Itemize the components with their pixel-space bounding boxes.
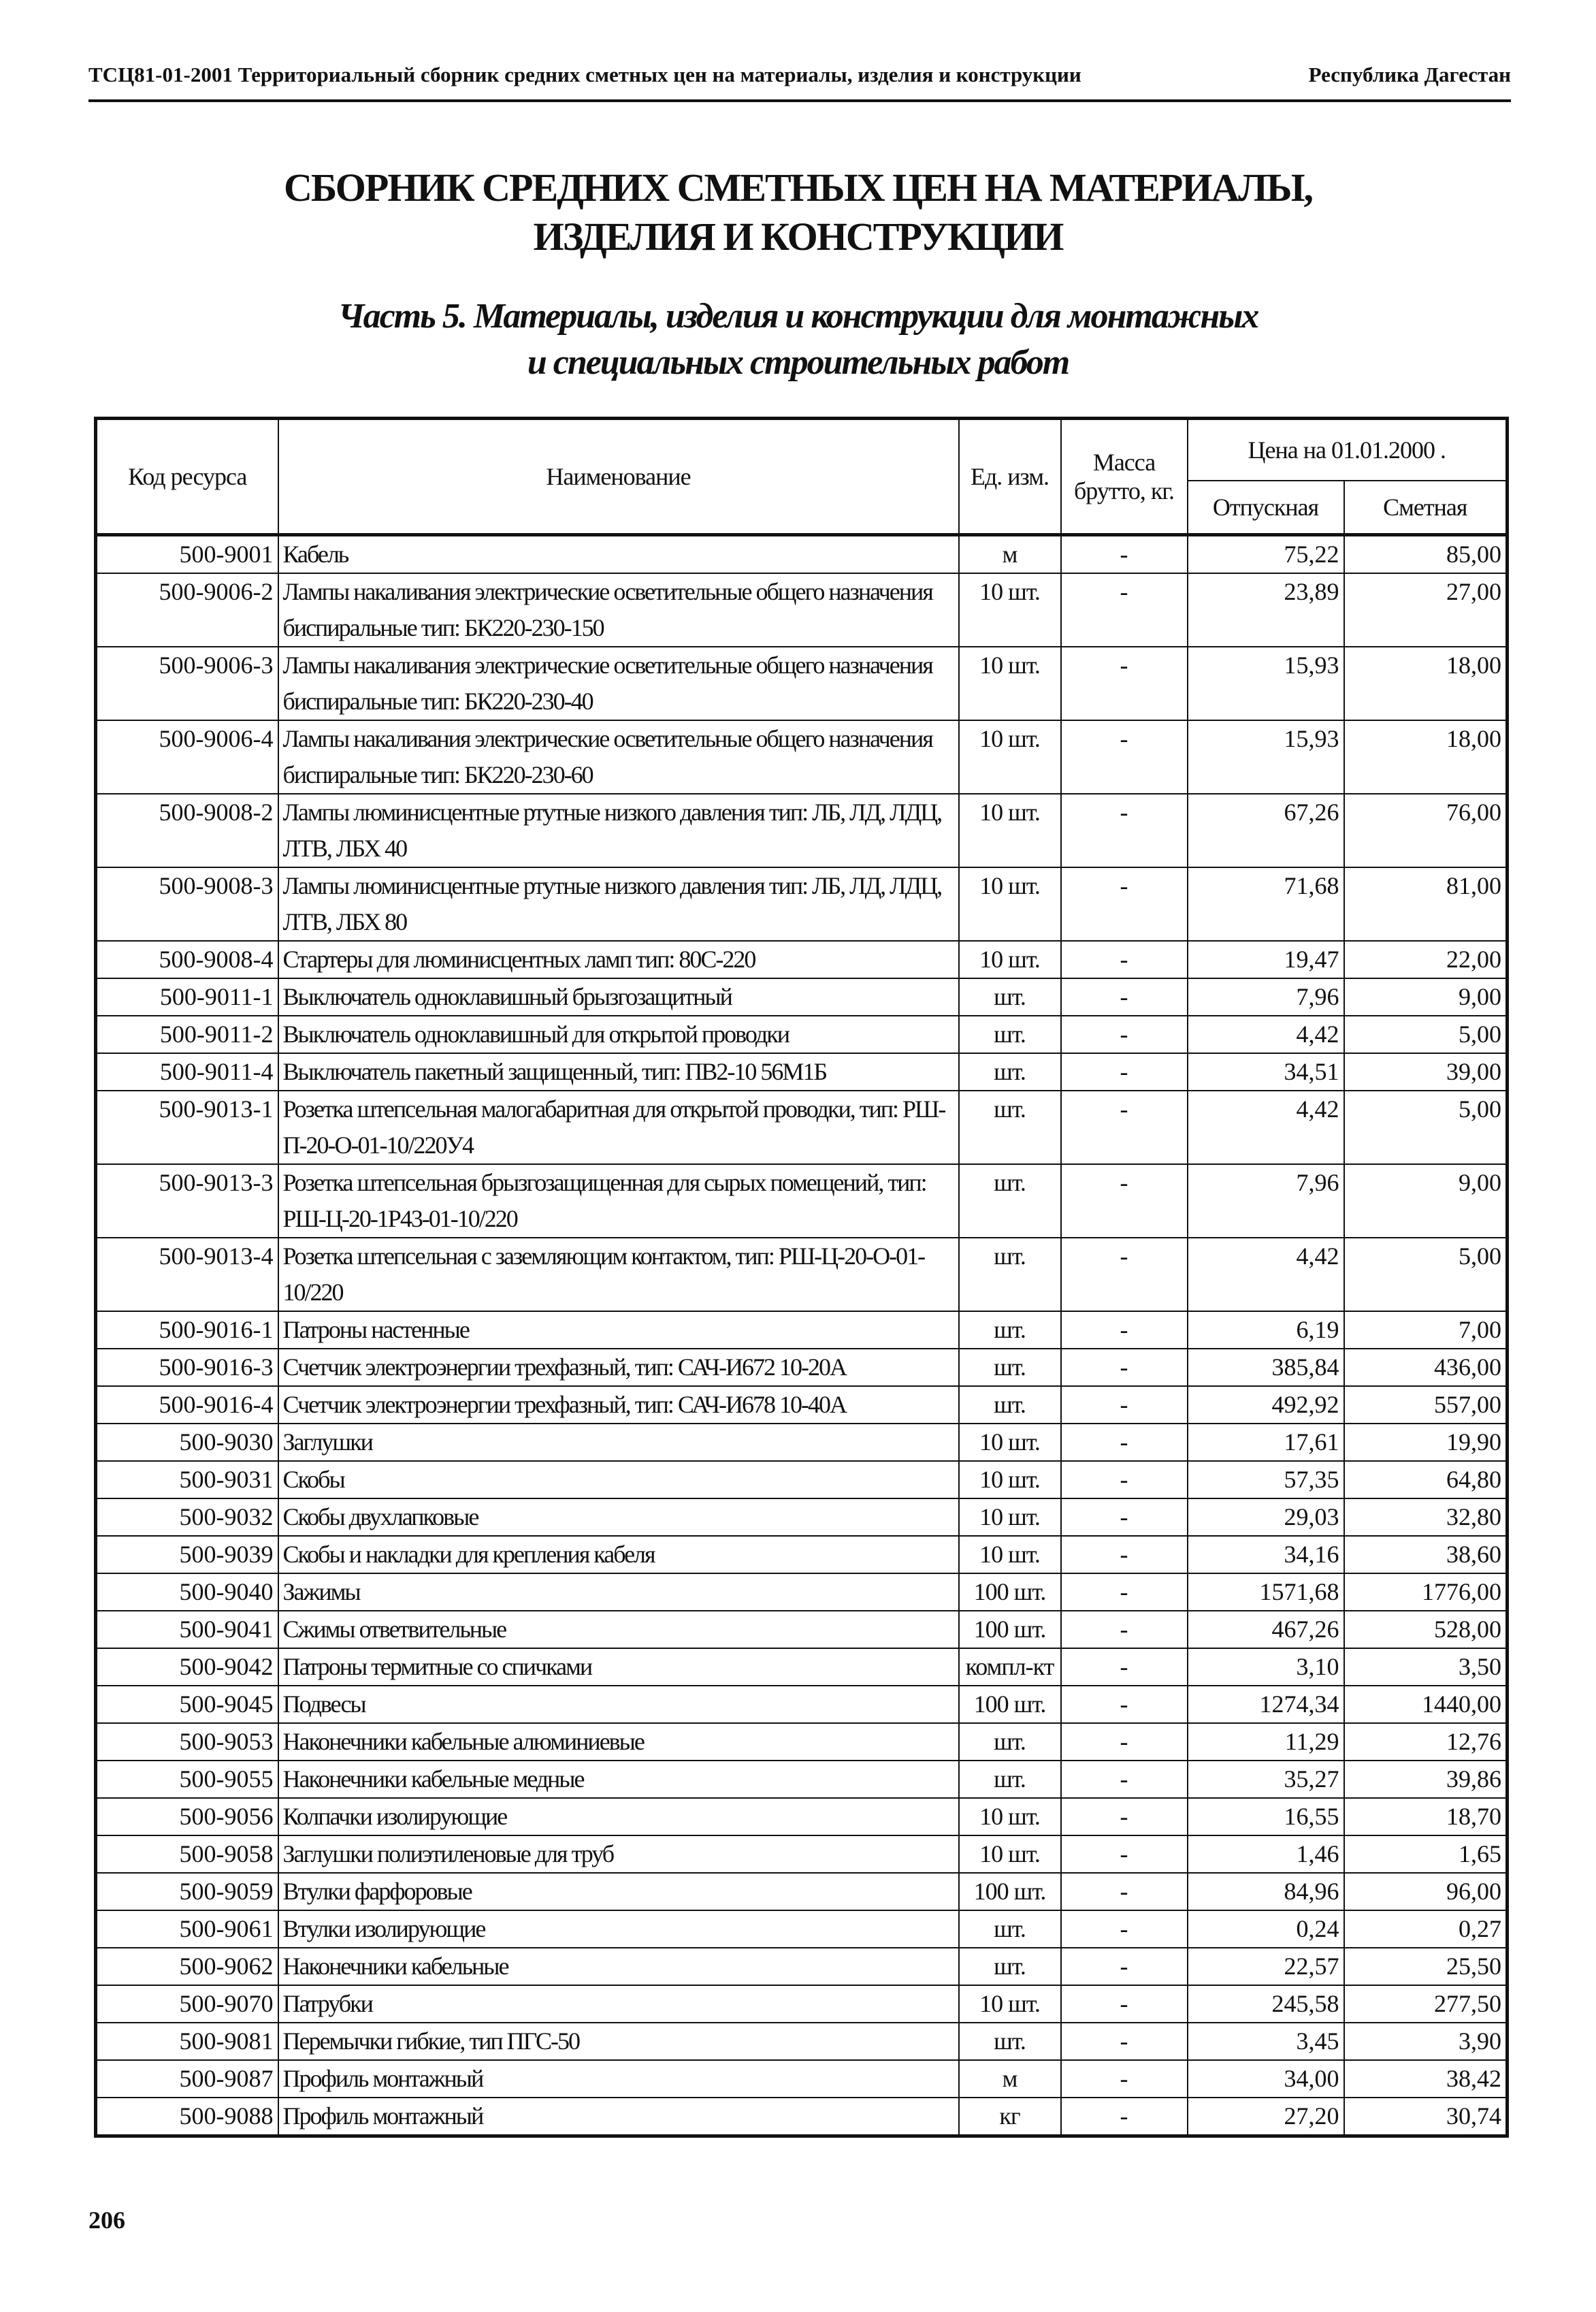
estimate-price: 76,00 — [1344, 794, 1508, 867]
table-row — [96, 1311, 1508, 1349]
resource-name: Розетка штепсельная с заземляющим контактом, тип: РШ-Ц-20-О-01-10/220 — [278, 1238, 959, 1311]
header-release-price: Отпускная — [1188, 481, 1344, 535]
gross-mass: - — [1061, 2023, 1188, 2060]
resource-name: Стартеры для люминисцентных ламп тип: 80С-220 — [278, 941, 959, 978]
gross-mass: - — [1061, 535, 1188, 574]
resource-name: Сжимы ответвительные — [278, 1611, 959, 1648]
release-price: 15,93 — [1188, 720, 1344, 794]
unit-of-measure: шт. — [959, 978, 1061, 1016]
unit-of-measure: шт. — [959, 1091, 1061, 1164]
table-body — [96, 535, 1508, 2136]
gross-mass: - — [1061, 1761, 1188, 1798]
resource-name: Наконечники кабельные алюминиевые — [278, 1723, 959, 1761]
resource-code: 500-9016-3 — [96, 1349, 278, 1386]
gross-mass: - — [1061, 1386, 1188, 1424]
estimate-price: 9,00 — [1344, 978, 1508, 1016]
unit-of-measure: 10 шт. — [959, 1798, 1061, 1835]
header-title: ТСЦ81-01-2001 Территориальный сборник средних сметных цен на материалы, изделия и конструкции — [88, 63, 1081, 86]
table-row — [96, 2098, 1508, 2136]
resource-code: 500-9016-1 — [96, 1311, 278, 1349]
gross-mass: - — [1061, 1723, 1188, 1761]
table-row — [96, 720, 1508, 794]
page-number: 206 — [88, 2206, 125, 2234]
document-title-line-2: ИЗДЕЛИЯ И КОНСТРУКЦИИ — [533, 214, 1063, 259]
estimate-price: 557,00 — [1344, 1386, 1508, 1424]
resource-name: Выключатель одноклавишный брызгозащитный — [278, 978, 959, 1016]
table-row — [96, 647, 1508, 720]
table-row — [96, 1948, 1508, 1985]
resource-name: Подвесы — [278, 1686, 959, 1723]
unit-of-measure: шт. — [959, 1761, 1061, 1798]
resource-name: Розетка штепсельная малогабаритная для открытой проводки, тип: РШ-П-20-О-01-10/220У4 — [278, 1091, 959, 1164]
document-subtitle-line-1: Часть 5. Материалы, изделия и конструкции для монтажных — [338, 297, 1258, 336]
resource-code: 500-9058 — [96, 1835, 278, 1873]
resource-name: Выключатель одноклавишный для открытой проводки — [278, 1016, 959, 1053]
unit-of-measure: шт. — [959, 1164, 1061, 1238]
gross-mass: - — [1061, 2098, 1188, 2136]
resource-name: Профиль монтажный — [278, 2098, 959, 2136]
header-unit: Ед. изм. — [959, 419, 1061, 535]
estimate-price: 96,00 — [1344, 1873, 1508, 1910]
resource-name: Розетка штепсельная брызгозащищенная для сырых помещений, тип: РШ-Ц-20-1Р43-01-10/220 — [278, 1164, 959, 1238]
estimate-price: 19,90 — [1344, 1424, 1508, 1461]
resource-name: Зажимы — [278, 1573, 959, 1611]
release-price: 71,68 — [1188, 867, 1344, 941]
resource-code: 500-9011-2 — [96, 1016, 278, 1053]
unit-of-measure: шт. — [959, 1053, 1061, 1091]
estimate-price: 85,00 — [1344, 535, 1508, 574]
table-row — [96, 1164, 1508, 1238]
price-table — [94, 417, 1509, 2138]
estimate-price: 18,70 — [1344, 1798, 1508, 1835]
resource-name: Кабель — [278, 535, 959, 574]
gross-mass: - — [1061, 1798, 1188, 1835]
table-row — [96, 1686, 1508, 1723]
gross-mass: - — [1061, 2060, 1188, 2098]
release-price: 23,89 — [1188, 573, 1344, 647]
release-price: 22,57 — [1188, 1948, 1344, 1985]
gross-mass: - — [1061, 867, 1188, 941]
release-price: 1274,34 — [1188, 1686, 1344, 1723]
gross-mass: - — [1061, 1053, 1188, 1091]
resource-code: 500-9013-3 — [96, 1164, 278, 1238]
resource-code: 500-9013-4 — [96, 1238, 278, 1311]
table-row — [96, 1910, 1508, 1948]
resource-code: 500-9062 — [96, 1948, 278, 1985]
release-price: 4,42 — [1188, 1238, 1344, 1311]
release-price: 15,93 — [1188, 647, 1344, 720]
table-row — [96, 1349, 1508, 1386]
resource-name: Счетчик электроэнергии трехфазный, тип: САЧ-И672 10-20А — [278, 1349, 959, 1386]
unit-of-measure: 10 шт. — [959, 1461, 1061, 1498]
resource-code: 500-9013-1 — [96, 1091, 278, 1164]
table-row — [96, 1648, 1508, 1686]
resource-name: Патрубки — [278, 1985, 959, 2023]
table-row — [96, 1016, 1508, 1053]
estimate-price: 64,80 — [1344, 1461, 1508, 1498]
estimate-price: 25,50 — [1344, 1948, 1508, 1985]
table-row — [96, 1985, 1508, 2023]
header-estimate-price: Сметная — [1344, 481, 1508, 535]
table-row — [96, 794, 1508, 867]
release-price: 29,03 — [1188, 1498, 1344, 1536]
resource-name: Лампы люминисцентные ртутные низкого давления тип: ЛБ, ЛД, ЛДЦ, ЛТВ, ЛБХ 40 — [278, 794, 959, 867]
unit-of-measure: 10 шт. — [959, 1835, 1061, 1873]
resource-code: 500-9088 — [96, 2098, 278, 2136]
resource-name: Скобы двухлапковые — [278, 1498, 959, 1536]
unit-of-measure: 100 шт. — [959, 1611, 1061, 1648]
gross-mass: - — [1061, 647, 1188, 720]
release-price: 34,51 — [1188, 1053, 1344, 1091]
resource-code: 500-9040 — [96, 1573, 278, 1611]
document-title-line-1: СБОРНИК СРЕДНИХ СМЕТНЫХ ЦЕН НА МАТЕРИАЛЫ, — [283, 165, 1313, 210]
release-price: 0,24 — [1188, 1910, 1344, 1948]
unit-of-measure: 10 шт. — [959, 1536, 1061, 1573]
table-row — [96, 1835, 1508, 1873]
release-price: 6,19 — [1188, 1311, 1344, 1349]
table-row — [96, 1053, 1508, 1091]
estimate-price: 12,76 — [1344, 1723, 1508, 1761]
release-price: 16,55 — [1188, 1798, 1344, 1835]
gross-mass: - — [1061, 794, 1188, 867]
estimate-price: 1776,00 — [1344, 1573, 1508, 1611]
unit-of-measure: 10 шт. — [959, 1498, 1061, 1536]
resource-code: 500-9008-3 — [96, 867, 278, 941]
resource-name: Перемычки гибкие, тип ПГС-50 — [278, 2023, 959, 2060]
resource-code: 500-9008-2 — [96, 794, 278, 867]
gross-mass: - — [1061, 941, 1188, 978]
resource-code: 500-9030 — [96, 1424, 278, 1461]
table-row — [96, 1238, 1508, 1311]
header-name: Наименование — [278, 419, 959, 535]
header-rule — [88, 99, 1511, 102]
resource-code: 500-9053 — [96, 1723, 278, 1761]
estimate-price: 5,00 — [1344, 1016, 1508, 1053]
gross-mass: - — [1061, 1498, 1188, 1536]
estimate-price: 436,00 — [1344, 1349, 1508, 1386]
resource-code: 500-9008-4 — [96, 941, 278, 978]
estimate-price: 18,00 — [1344, 720, 1508, 794]
table-row — [96, 535, 1508, 574]
gross-mass: - — [1061, 1611, 1188, 1648]
resource-name: Выключатель пакетный защищенный, тип: ПВ2-10 56М1Б — [278, 1053, 959, 1091]
gross-mass: - — [1061, 1238, 1188, 1311]
release-price: 17,61 — [1188, 1424, 1344, 1461]
resource-name: Скобы — [278, 1461, 959, 1498]
resource-code: 500-9081 — [96, 2023, 278, 2060]
resource-code: 500-9016-4 — [96, 1386, 278, 1424]
gross-mass: - — [1061, 1536, 1188, 1573]
resource-name: Счетчик электроэнергии трехфазный, тип: САЧ-И678 10-40А — [278, 1386, 959, 1424]
resource-code: 500-9001 — [96, 535, 278, 574]
unit-of-measure: шт. — [959, 1349, 1061, 1386]
release-price: 35,27 — [1188, 1761, 1344, 1798]
gross-mass: - — [1061, 720, 1188, 794]
gross-mass: - — [1061, 1349, 1188, 1386]
estimate-price: 38,42 — [1344, 2060, 1508, 2098]
gross-mass: - — [1061, 1573, 1188, 1611]
table-row — [96, 2060, 1508, 2098]
resource-name: Колпачки изолирующие — [278, 1798, 959, 1835]
table-row — [96, 1873, 1508, 1910]
unit-of-measure: 10 шт. — [959, 1985, 1061, 2023]
table-row — [96, 1798, 1508, 1835]
table-row — [96, 1536, 1508, 1573]
resource-code: 500-9032 — [96, 1498, 278, 1536]
gross-mass: - — [1061, 1091, 1188, 1164]
resource-code: 500-9056 — [96, 1798, 278, 1835]
release-price: 67,26 — [1188, 794, 1344, 867]
unit-of-measure: 100 шт. — [959, 1573, 1061, 1611]
table-row — [96, 941, 1508, 978]
release-price: 84,96 — [1188, 1873, 1344, 1910]
resource-code: 500-9011-1 — [96, 978, 278, 1016]
estimate-price: 30,74 — [1344, 2098, 1508, 2136]
estimate-price: 5,00 — [1344, 1091, 1508, 1164]
gross-mass: - — [1061, 1164, 1188, 1238]
gross-mass: - — [1061, 1835, 1188, 1873]
gross-mass: - — [1061, 1016, 1188, 1053]
resource-code: 500-9006-4 — [96, 720, 278, 794]
header-price: Цена на 01.01.2000 . — [1188, 419, 1508, 481]
table-row — [96, 1091, 1508, 1164]
release-price: 492,92 — [1188, 1386, 1344, 1424]
release-price: 4,42 — [1188, 1016, 1344, 1053]
release-price: 75,22 — [1188, 535, 1344, 574]
estimate-price: 81,00 — [1344, 867, 1508, 941]
resource-name: Втулки изолирующие — [278, 1910, 959, 1948]
resource-name: Патроны настенные — [278, 1311, 959, 1349]
resource-name: Втулки фарфоровые — [278, 1873, 959, 1910]
release-price: 1,46 — [1188, 1835, 1344, 1873]
document-subtitle-line-2: и специальных строительных работ — [527, 343, 1069, 382]
table-row — [96, 1386, 1508, 1424]
resource-code: 500-9041 — [96, 1611, 278, 1648]
unit-of-measure: шт. — [959, 1238, 1061, 1311]
gross-mass: - — [1061, 573, 1188, 647]
estimate-price: 528,00 — [1344, 1611, 1508, 1648]
estimate-price: 22,00 — [1344, 941, 1508, 978]
unit-of-measure: 10 шт. — [959, 941, 1061, 978]
release-price: 3,10 — [1188, 1648, 1344, 1686]
unit-of-measure: шт. — [959, 2023, 1061, 2060]
resource-code: 500-9087 — [96, 2060, 278, 2098]
release-price: 7,96 — [1188, 978, 1344, 1016]
table-row — [96, 867, 1508, 941]
resource-code: 500-9059 — [96, 1873, 278, 1910]
resource-name: Патроны термитные со спичками — [278, 1648, 959, 1686]
estimate-price: 1,65 — [1344, 1835, 1508, 1873]
gross-mass: - — [1061, 1910, 1188, 1948]
estimate-price: 5,00 — [1344, 1238, 1508, 1311]
estimate-price: 1440,00 — [1344, 1686, 1508, 1723]
resource-name: Скобы и накладки для крепления кабеля — [278, 1536, 959, 1573]
header-code: Код ресурса — [96, 419, 278, 535]
unit-of-measure: кг — [959, 2098, 1061, 2136]
unit-of-measure: м — [959, 535, 1061, 574]
estimate-price: 7,00 — [1344, 1311, 1508, 1349]
unit-of-measure: шт. — [959, 1948, 1061, 1985]
table-row — [96, 1424, 1508, 1461]
resource-code: 500-9011-4 — [96, 1053, 278, 1091]
table-row — [96, 1761, 1508, 1798]
unit-of-measure: компл-кт — [959, 1648, 1061, 1686]
estimate-price: 9,00 — [1344, 1164, 1508, 1238]
estimate-price: 38,60 — [1344, 1536, 1508, 1573]
unit-of-measure: шт. — [959, 1016, 1061, 1053]
table-row — [96, 1611, 1508, 1648]
gross-mass: - — [1061, 1985, 1188, 2023]
table-row — [96, 978, 1508, 1016]
unit-of-measure: м — [959, 2060, 1061, 2098]
resource-code: 500-9042 — [96, 1648, 278, 1686]
unit-of-measure: 10 шт. — [959, 720, 1061, 794]
resource-code: 500-9006-2 — [96, 573, 278, 647]
gross-mass: - — [1061, 1948, 1188, 1985]
unit-of-measure: 10 шт. — [959, 647, 1061, 720]
gross-mass: - — [1061, 1461, 1188, 1498]
resource-name: Профиль монтажный — [278, 2060, 959, 2098]
resource-name: Лампы люминисцентные ртутные низкого давления тип: ЛБ, ЛД, ЛДЦ, ЛТВ, ЛБХ 80 — [278, 867, 959, 941]
release-price: 3,45 — [1188, 2023, 1344, 2060]
release-price: 4,42 — [1188, 1091, 1344, 1164]
header-region: Республика Дагестан — [1308, 63, 1511, 86]
header-mass: Масса брутто, кг. — [1061, 419, 1188, 535]
release-price: 7,96 — [1188, 1164, 1344, 1238]
unit-of-measure: шт. — [959, 1311, 1061, 1349]
gross-mass: - — [1061, 1424, 1188, 1461]
unit-of-measure: 100 шт. — [959, 1873, 1061, 1910]
estimate-price: 39,86 — [1344, 1761, 1508, 1798]
gross-mass: - — [1061, 1311, 1188, 1349]
table-row — [96, 573, 1508, 647]
unit-of-measure: шт. — [959, 1723, 1061, 1761]
resource-name: Заглушки полиэтиленовые для труб — [278, 1835, 959, 1873]
unit-of-measure: 10 шт. — [959, 867, 1061, 941]
resource-code: 500-9070 — [96, 1985, 278, 2023]
release-price: 19,47 — [1188, 941, 1344, 978]
estimate-price: 3,90 — [1344, 2023, 1508, 2060]
resource-code: 500-9006-3 — [96, 647, 278, 720]
estimate-price: 0,27 — [1344, 1910, 1508, 1948]
estimate-price: 18,00 — [1344, 647, 1508, 720]
resource-name: Лампы накаливания электрические осветительные общего назначения биспиральные тип: БК220-230-60 — [278, 720, 959, 794]
resource-code: 500-9061 — [96, 1910, 278, 1948]
gross-mass: - — [1061, 1648, 1188, 1686]
release-price: 11,29 — [1188, 1723, 1344, 1761]
resource-name: Наконечники кабельные — [278, 1948, 959, 1985]
resource-code: 500-9039 — [96, 1536, 278, 1573]
release-price: 27,20 — [1188, 2098, 1344, 2136]
resource-code: 500-9045 — [96, 1686, 278, 1723]
estimate-price: 3,50 — [1344, 1648, 1508, 1686]
estimate-price: 277,50 — [1344, 1985, 1508, 2023]
release-price: 34,16 — [1188, 1536, 1344, 1573]
estimate-price: 27,00 — [1344, 573, 1508, 647]
release-price: 467,26 — [1188, 1611, 1344, 1648]
unit-of-measure: 100 шт. — [959, 1686, 1061, 1723]
unit-of-measure: шт. — [959, 1910, 1061, 1948]
gross-mass: - — [1061, 1873, 1188, 1910]
release-price: 385,84 — [1188, 1349, 1344, 1386]
release-price: 245,58 — [1188, 1985, 1344, 2023]
unit-of-measure: 10 шт. — [959, 573, 1061, 647]
table-row — [96, 1498, 1508, 1536]
table-row — [96, 1461, 1508, 1498]
unit-of-measure: 10 шт. — [959, 1424, 1061, 1461]
table-row — [96, 2023, 1508, 2060]
release-price: 1571,68 — [1188, 1573, 1344, 1611]
resource-code: 500-9055 — [96, 1761, 278, 1798]
estimate-price: 39,00 — [1344, 1053, 1508, 1091]
release-price: 34,00 — [1188, 2060, 1344, 2098]
table-row — [96, 1723, 1508, 1761]
unit-of-measure: шт. — [959, 1386, 1061, 1424]
resource-name: Наконечники кабельные медные — [278, 1761, 959, 1798]
resource-code: 500-9031 — [96, 1461, 278, 1498]
table-row — [96, 1573, 1508, 1611]
table-header-row — [96, 419, 1508, 481]
resource-name: Заглушки — [278, 1424, 959, 1461]
gross-mass: - — [1061, 978, 1188, 1016]
unit-of-measure: 10 шт. — [959, 794, 1061, 867]
resource-name: Лампы накаливания электрические осветительные общего назначения биспиральные тип: БК220-230-150 — [278, 573, 959, 647]
release-price: 57,35 — [1188, 1461, 1344, 1498]
estimate-price: 32,80 — [1344, 1498, 1508, 1536]
gross-mass: - — [1061, 1686, 1188, 1723]
resource-name: Лампы накаливания электрические осветительные общего назначения биспиральные тип: БК220-230-40 — [278, 647, 959, 720]
